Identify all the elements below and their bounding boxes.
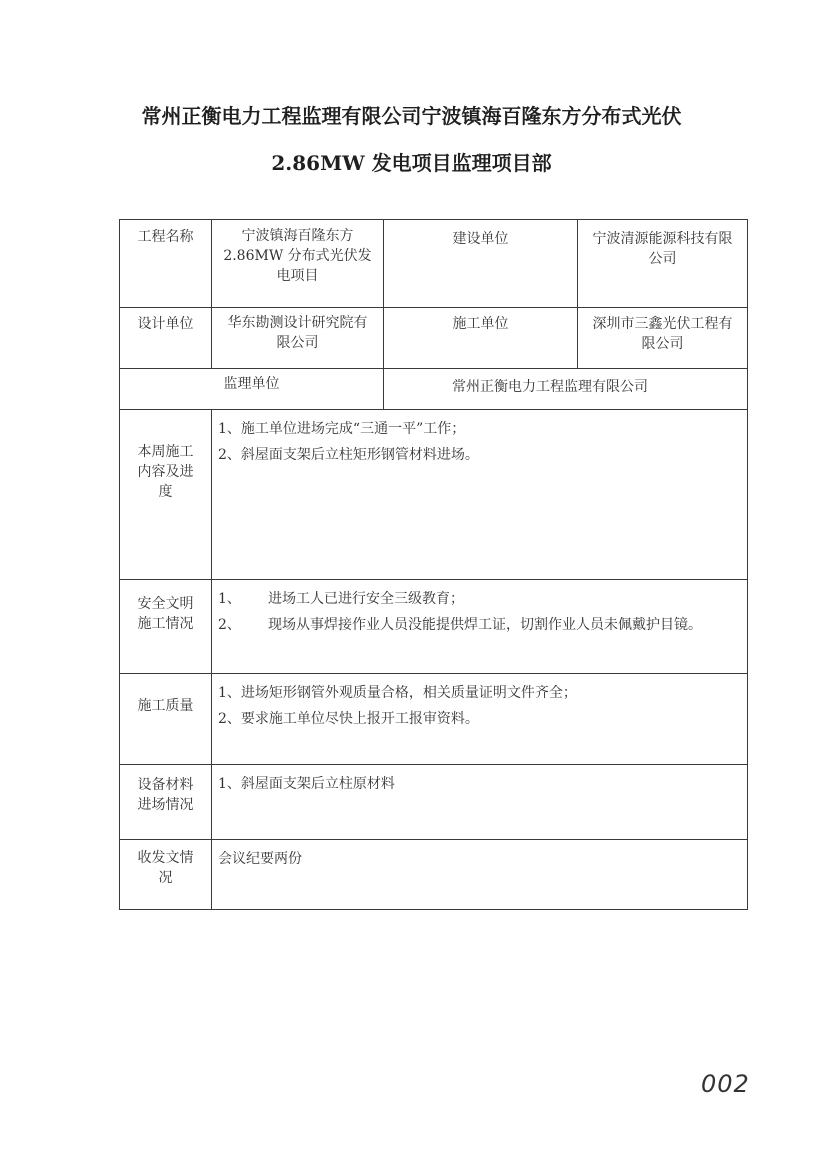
equipment-label: 设备材料 进场情况 <box>120 765 212 840</box>
supervisor-label: 监理单位 <box>120 369 384 410</box>
table-row <box>120 840 748 910</box>
table-row <box>120 580 748 674</box>
document-title-line-1: 常州正衡电力工程监理有限公司宁波镇海百隆东方分布式光伏 <box>141 104 682 128</box>
constructor-value: 深圳市三鑫光伏工程有 限公司 <box>578 308 748 369</box>
table-row <box>120 308 748 369</box>
safety-label: 安全文明 施工情况 <box>120 580 212 674</box>
safety-item: 1、 进场工人已进行安全三级教育； <box>218 591 464 607</box>
quality-label: 施工质量 <box>120 674 212 765</box>
table-row <box>120 674 748 765</box>
project-name-value: 宁波镇海百隆东方 2.86MW 分布式光伏发 电项目 <box>212 220 384 308</box>
docs-content <box>212 840 748 910</box>
progress-item: 2、斜屋面支架后立柱矩形钢管材料进场。 <box>218 447 479 463</box>
constructor-label: 施工单位 <box>384 308 578 369</box>
docs-item: 会议纪要两份 <box>218 851 302 867</box>
supervision-report-table <box>119 219 748 910</box>
equipment-item: 1、斜屋面支架后立柱原材料 <box>218 776 395 792</box>
progress-item: 1、施工单位进场完成“三通一平”工作； <box>218 421 466 437</box>
quality-item: 1、进场矩形钢管外观质量合格，相关质量证明文件齐全； <box>218 685 577 701</box>
table-row <box>120 220 748 308</box>
page-number: 002 <box>701 1070 750 1098</box>
builder-label: 建设单位 <box>384 220 578 308</box>
table-row <box>120 369 748 410</box>
safety-content <box>212 580 748 674</box>
quality-item: 2、要求施工单位尽快上报开工报审资料。 <box>218 711 479 727</box>
builder-value: 宁波清源能源科技有限 公司 <box>578 220 748 308</box>
progress-label: 本周施工 内容及进 度 <box>120 410 212 580</box>
equipment-content <box>212 765 748 840</box>
table-row <box>120 410 748 580</box>
quality-content <box>212 674 748 765</box>
project-name-label: 工程名称 <box>120 220 212 308</box>
design-label: 设计单位 <box>120 308 212 369</box>
supervisor-value: 常州正衡电力工程监理有限公司 <box>384 369 748 410</box>
document-title-line-2: 2.86MW 发电项目监理项目部 <box>271 151 552 175</box>
progress-content <box>212 410 748 580</box>
design-value: 华东勘测设计研究院有 限公司 <box>212 308 384 369</box>
docs-label: 收发文情 况 <box>120 840 212 910</box>
safety-item: 2、 现场从事焊接作业人员没能提供焊工证，切割作业人员未佩戴护目镜。 <box>218 617 702 633</box>
table-row <box>120 765 748 840</box>
